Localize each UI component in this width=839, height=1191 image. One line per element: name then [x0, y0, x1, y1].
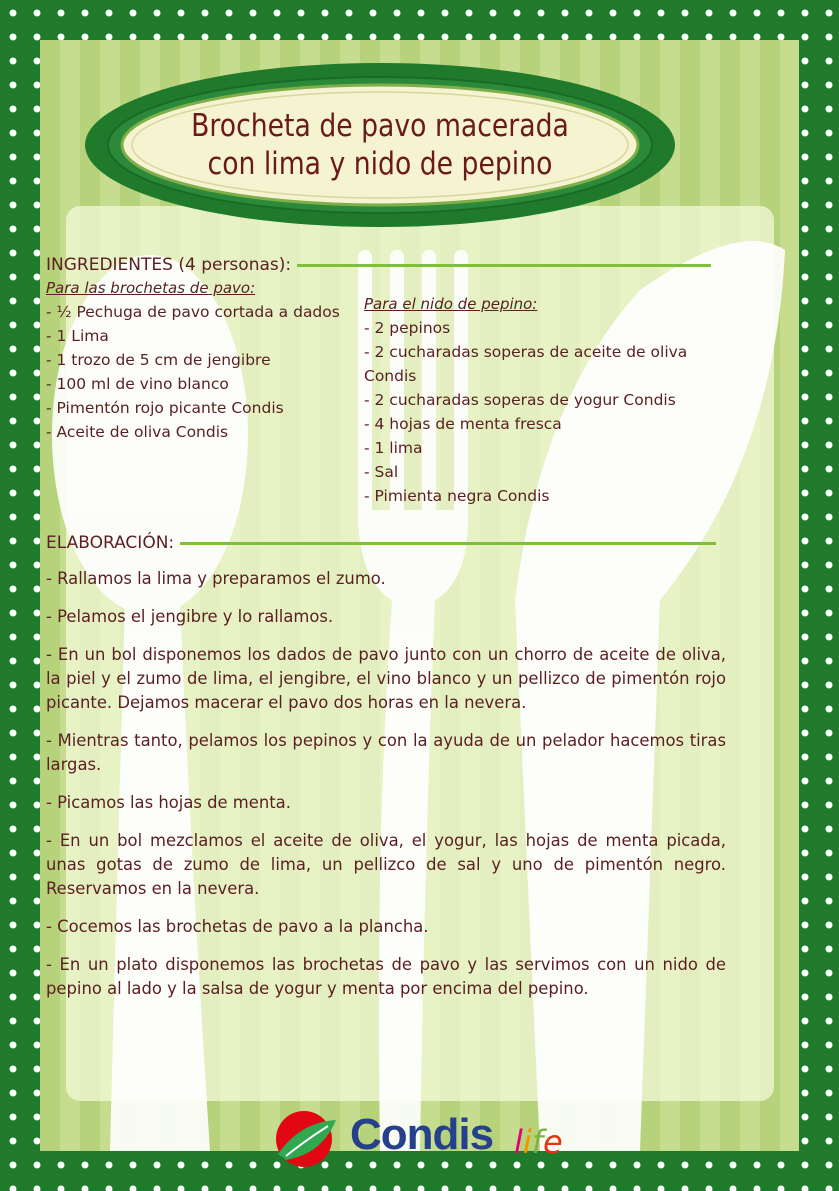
suffix-letter: i [522, 1123, 532, 1161]
preparation-step: - Pelamos el jengibre y lo rallamos. [46, 607, 334, 626]
title-line-2: con lima y nido de pepino [207, 146, 553, 182]
ingredient-item: - ½ Pechuga de pavo cortada a dados [46, 303, 340, 321]
preparation-heading-label: ELABORACIÓN: [46, 533, 175, 553]
recipe-title [122, 107, 638, 183]
ingredients-section [46, 255, 726, 525]
heading-rule [180, 542, 716, 545]
suffix-letter: e [543, 1123, 563, 1161]
ingredient-item: - Pimienta negra Condis [364, 487, 550, 505]
ingredients-heading [46, 255, 711, 275]
title-banner [80, 45, 680, 235]
ingredient-item: - Pimentón rojo picante Condis [46, 399, 284, 417]
preparation-step: - Rallamos la lima y preparamos el zumo. [46, 569, 386, 588]
brand-name: Condis [350, 1110, 494, 1159]
condis-life-logo [268, 1108, 588, 1168]
brand-suffix [514, 1123, 563, 1161]
ingredient-item: - 1 lima [364, 439, 423, 457]
ingredient-item: - 100 ml de vino blanco [46, 375, 229, 393]
skewers-ingredients [46, 279, 345, 444]
preparation-step: - En un plato disponemos las brochetas de pavo y las servimos con un nido de pepino al lado y la salsa de yogur y menta por encima del pepino. [46, 955, 726, 998]
ingredient-item: - 1 Lima [46, 327, 109, 345]
heading-rule [297, 264, 711, 267]
leaf-logo-icon [270, 1110, 340, 1168]
preparation-heading [46, 533, 716, 553]
nest-subtitle: Para el nido de pepino: [364, 295, 538, 313]
preparation-step: - En un bol mezclamos el aceite de oliva, el yogur, las hojas de menta picada, unas gotas de zumo de lima, un pellizco de sal y uno de pimentón negro. Reservamos en la nevera. [46, 831, 726, 898]
ingredient-item: - 2 cucharadas soperas de yogur Condis [364, 391, 676, 409]
title-line-1: Brocheta de pavo macerada [191, 108, 569, 144]
ingredient-item: - Aceite de oliva Condis [46, 423, 229, 441]
suffix-letter: l [514, 1123, 523, 1161]
ingredients-heading-label: INGREDIENTES (4 personas): [46, 255, 292, 275]
skewers-subtitle: Para las brochetas de pavo: [46, 279, 256, 297]
ingredient-item: - 1 trozo de 5 cm de jengibre [46, 351, 271, 369]
suffix-letter: f [531, 1123, 544, 1161]
nest-ingredients [364, 295, 724, 508]
preparation-section [46, 533, 726, 1001]
preparation-step: - Cocemos las brochetas de pavo a la plancha. [46, 917, 429, 936]
preparation-step: - En un bol disponemos los dados de pavo junto con un chorro de aceite de oliva, la piel y el zumo de lima, el jengibre, el vino blanco y un pellizco de pimentón rojo picante. Dejamos macerar el pavo dos horas en la nevera. [46, 645, 726, 712]
ingredient-item: - 2 cucharadas soperas de aceite de oliva Condis [364, 343, 688, 385]
preparation-step: - Picamos las hojas de menta. [46, 793, 291, 812]
preparation-step: - Mientras tanto, pelamos los pepinos y con la ayuda de un pelador hacemos tiras largas. [46, 731, 726, 774]
ingredient-item: - Sal [364, 463, 399, 481]
ingredient-item: - 4 hojas de menta fresca [364, 415, 562, 433]
recipe-content [46, 255, 726, 1015]
ingredient-item: - 2 pepinos [364, 319, 451, 337]
